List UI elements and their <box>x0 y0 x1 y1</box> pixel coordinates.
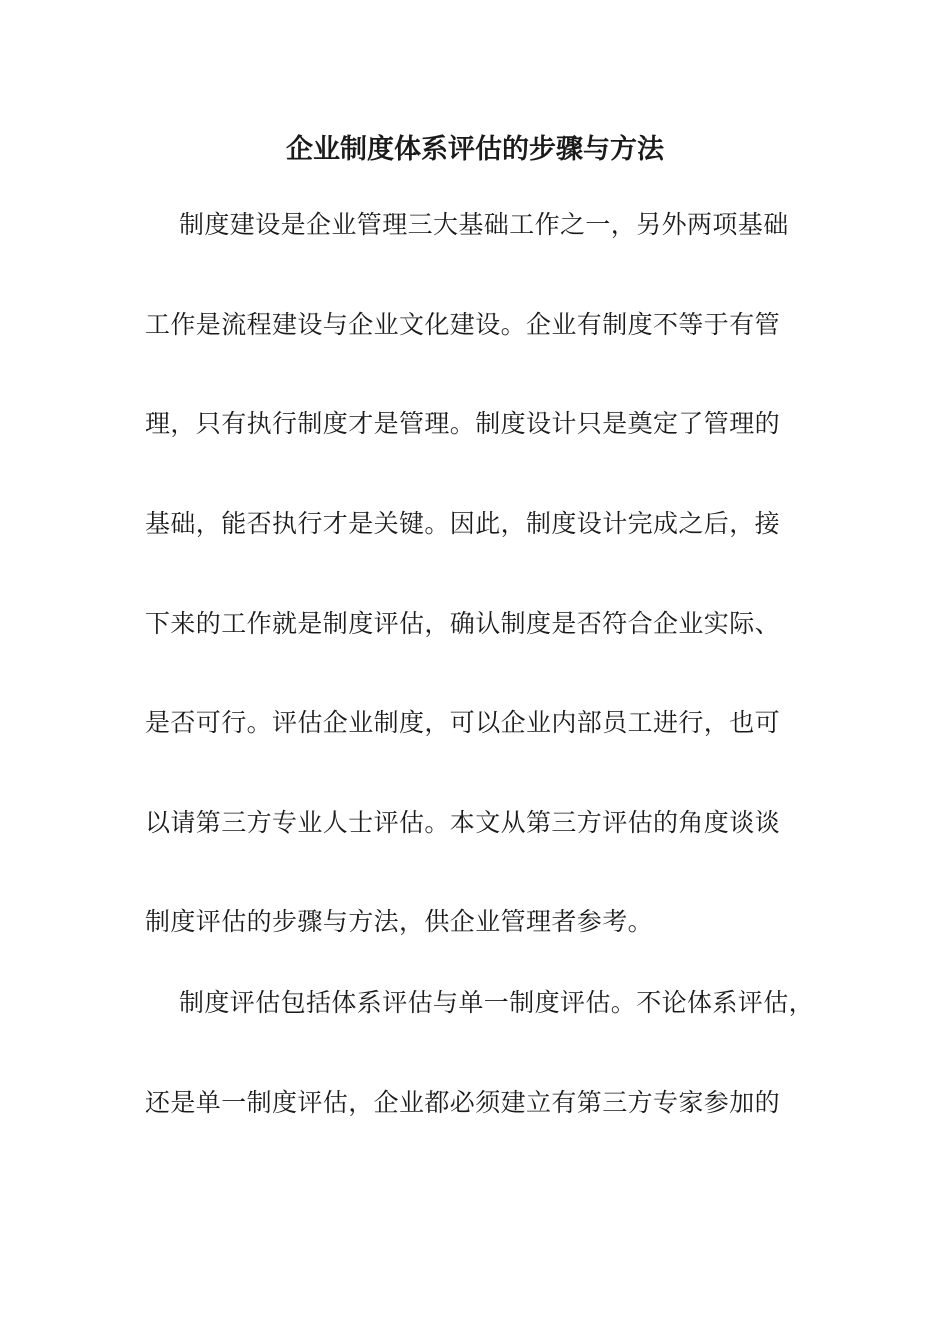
paragraph-line: 是否可行。评估企业制度，可以企业内部员工进行，也可 <box>145 708 781 737</box>
paragraph-line: 基础，能否执行才是关键。因此，制度设计完成之后，接 <box>145 509 781 538</box>
paragraph-line: 制度建设是企业管理三大基础工作之一，另外两项基础 <box>179 210 789 239</box>
paragraph-line: 工作是流程建设与企业文化建设。企业有制度不等于有管 <box>145 310 781 339</box>
document-title: 企业制度体系评估的步骤与方法 <box>286 134 664 165</box>
paragraph-line: 以请第三方专业人士评估。本文从第三方评估的角度谈谈 <box>145 808 781 837</box>
paragraph-line: 下来的工作就是制度评估，确认制度是否符合企业实际、 <box>145 609 781 638</box>
paragraph-line: 制度评估包括体系评估与单一制度评估。不论体系评估， <box>179 988 815 1017</box>
paragraph-line: 理，只有执行制度才是管理。制度设计只是奠定了管理的 <box>145 409 781 438</box>
paragraph-line: 还是单一制度评估，企业都必须建立有第三方专家参加的 <box>145 1088 781 1117</box>
paragraph-line: 制度评估的步骤与方法，供企业管理者参考。 <box>145 907 654 936</box>
